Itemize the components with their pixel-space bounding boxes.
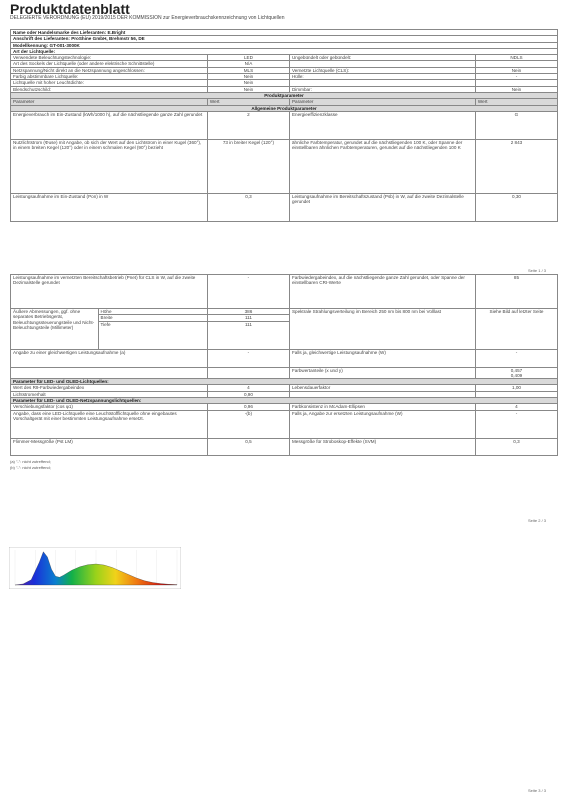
footnote-b: (b) "-": nicht zutreffend; — [10, 465, 51, 470]
dim-value-depth: 111 — [207, 321, 289, 349]
cell-value: - — [207, 275, 289, 309]
cell-value: - — [475, 74, 557, 80]
footnote-a: (a) "-": nicht zutreffend; — [10, 459, 51, 464]
regulation-subtitle: DELEGIERTE VERORDNUNG (EU) 2019/2015 DER KOMMISSION zur Energieverbrauchskennzeichnung von Lichtquellen — [10, 15, 285, 21]
cell-label: Hülle: — [289, 74, 475, 80]
cell-label: Energieeffizienzklasse — [289, 111, 475, 139]
cell-value: 4 — [475, 404, 557, 410]
cell-value: Siehe Bild auf letzter Seite — [475, 309, 557, 350]
cell-value: 4 — [207, 385, 289, 391]
cell-label: Falls ja, gleichwertige Leistungsaufnahme (W) — [289, 349, 475, 367]
cell-value: - — [475, 349, 557, 367]
cell-value: 73 in breiter Kegel (120°) — [207, 139, 289, 193]
section-led-parameters: Parameter für LED- und OLED-Lichtquellen: — [11, 379, 558, 385]
cell-value: 0,30 — [475, 193, 557, 221]
table-row — [11, 410, 558, 438]
footnotes — [10, 459, 51, 471]
cell-label: Leistungsaufnahme im Bereitschaftszustand (Psb) in W, auf die zweite Dezimalstelle gerundet — [289, 193, 475, 221]
cell-label: Angabe zu einer gleichwertigen Leistungsaufnahme (a) — [11, 349, 208, 367]
light-source-type-row: Art der Lichtquelle: — [11, 48, 558, 54]
cell-value: NDLS — [475, 55, 557, 61]
cell-label: Lebensdauerfaktor — [289, 385, 475, 391]
parameters-table-page-2 — [10, 274, 558, 456]
table-row — [11, 349, 558, 367]
cell-label: Flimmer-Messgröße (Pst LM) — [11, 438, 208, 455]
cell-label: Spektrale Strahlungsverteilung im Bereich 250 nm bis 800 nm bei Volllast — [289, 309, 475, 350]
cell-label: Lichtquelle mit hoher Leuchtdichte: — [11, 80, 208, 86]
cell-value: - — [207, 349, 289, 367]
cell-label: ähnliche Farbtemperatur, gerundet auf die nächstliegenden 100 K, oder Spanne der einstellbaren ähnlichen Farbtemperaturen, gerundet auf die nächstliegenden 100 K — [289, 139, 475, 193]
cell-label: Messgröße für Stroboskop-Effekte (SVM) — [289, 438, 475, 455]
supplier-table — [10, 29, 558, 222]
table-row — [11, 193, 558, 221]
cell-value: 0,96 — [207, 404, 289, 410]
cell-label: Blendschutzschild: — [11, 86, 208, 92]
cell-value: MLS — [207, 67, 289, 73]
header-parameter: Parameter — [11, 99, 208, 105]
cell-value: Nein — [475, 86, 557, 92]
cell-label: Farbig abstimmbare Lichtquelle: — [11, 74, 208, 80]
cell-value — [207, 367, 289, 379]
cell-label: Farbkonsistenz in McAdam-Ellipsen — [289, 404, 475, 410]
cell-value: 0,5 — [207, 438, 289, 455]
cell-label: Dimmbar: — [289, 86, 475, 92]
cell-label: Verwendete Beleuchtungstechnologie: — [11, 55, 208, 61]
dim-value-height: 386 — [207, 309, 289, 315]
cell-value: 85 — [475, 275, 557, 309]
cell-value: 2 — [207, 111, 289, 139]
dim-value-width: 111 — [207, 315, 289, 321]
header-value: Wert — [207, 99, 289, 105]
page-title: Produktdatenblatt — [10, 1, 130, 17]
cell-label: Leistungsaufnahme im Ein-Zustand (Pon) in W — [11, 193, 208, 221]
page-number: Seite 2 / 3 — [528, 518, 547, 523]
cell-label: Netzspannung/Nicht direkt an die Netzspannung angeschlossen: — [11, 67, 208, 73]
cell-value: 2 843 — [475, 139, 557, 193]
cell-label: Ungebündelt oder gebündelt: — [289, 55, 475, 61]
cell-label: Vernetzte Lichtquelle (CLS): — [289, 67, 475, 73]
table-row — [11, 438, 558, 455]
cell-label: Energieverbrauch im Ein-Zustand (kWh/1000 h), auf die nächstliegende ganze Zahl gerundet — [11, 111, 208, 139]
section-general-parameters: Allgemeine Produktparameter — [11, 105, 558, 111]
cell-value: 1,00 — [475, 385, 557, 391]
header-value: Wert — [475, 99, 557, 105]
cell-label: Angabe, dass eine LED-Lichtquelle eine Leuchtstofflichtquelle ohne eingebautes Vorschaltgerät mit einer bestimmten Leistungsaufnahme ersetzt. — [11, 410, 208, 438]
cell-label: Farbwiedergabeindex, auf die nächstliegende ganze Zahl gerundet, oder Spanne der einstellbaren CRI-Werte — [289, 275, 475, 309]
cell-label: Verschiebungsfaktor (cos φ1) — [11, 404, 208, 410]
cell-label: Wert des R9-Farbwiedergabeindex — [11, 385, 208, 391]
spectral-distribution-chart — [9, 547, 181, 589]
page-number: Seite 1 / 3 — [528, 268, 547, 273]
cell-value: N/A — [207, 61, 289, 67]
page-number: Seite 3 / 3 — [528, 788, 547, 793]
cell-value: Nein — [207, 80, 289, 86]
cell-value: - — [475, 410, 557, 438]
cell-label: Art des Sockels der Lichtquelle (oder andere elektrische Schnittstelle) — [11, 61, 208, 67]
cell-value: LED — [207, 55, 289, 61]
dim-label-depth: Tiefe — [98, 321, 207, 349]
dimensions-label: Äußere Abmessungen, ggf. ohne separates Betriebsgerät, Beleuchtungssteuerungsteile und Nicht-Beleuchtungsteile (Millimeter) — [11, 309, 99, 350]
cell-value: 0,457 0,409 — [475, 367, 557, 379]
cell-value: 0,3 — [475, 438, 557, 455]
section-product-parameters: Produktparameter — [11, 92, 558, 98]
supplier-address-row: Anschrift des Lieferanten: ProShine GmbH, Brehmstr 56, DE — [11, 36, 558, 42]
table-row — [11, 111, 558, 139]
cell-label: Leistungsaufnahme im vernetzten Bereitschaftsbetrieb (Pnet) für CLS in W, auf die zweite Dezimalstelle gerundet — [11, 275, 208, 309]
table-row — [11, 367, 558, 379]
cell-value: Nein — [207, 74, 289, 80]
cell-label — [11, 367, 208, 379]
cell-label: Lichtstromerhalt — [11, 391, 208, 397]
cell-value: 0,3 — [207, 193, 289, 221]
cell-value: G — [475, 111, 557, 139]
cell-label: Farbwertanteile (x und y) — [289, 367, 475, 379]
dim-label-height: Höhe — [98, 309, 207, 315]
cell-value: -(b) — [207, 410, 289, 438]
header-parameter: Parameter — [289, 99, 475, 105]
supplier-name-row: Name oder Handelsmarke des Lieferanten: E.Bright — [11, 30, 558, 36]
dim-label-width: Breite — [98, 315, 207, 321]
model-id-row: Modellkennung: GT-001-3000K — [11, 42, 558, 48]
cell-value: Nein — [475, 67, 557, 73]
cell-label: Nutzlichtstrom (Φuse) mit Angabe, ob sich der Wert auf den Lichtstrom in einer Kugel (360°), in einem breiten Kegel (120°) oder in einem schmalen Kegel (90°) bezieht — [11, 139, 208, 193]
cell-label: Falls ja, Angabe zur ersetzten Leistungsaufnahme (W) — [289, 410, 475, 438]
table-row — [11, 139, 558, 193]
table-row — [11, 275, 558, 309]
cell-value: Nein — [207, 86, 289, 92]
section-led-net-parameters: Parameter für LED- und OLED-Netzspannungslichtquellen: — [11, 398, 558, 404]
cell-value: 0,90 — [207, 391, 289, 397]
